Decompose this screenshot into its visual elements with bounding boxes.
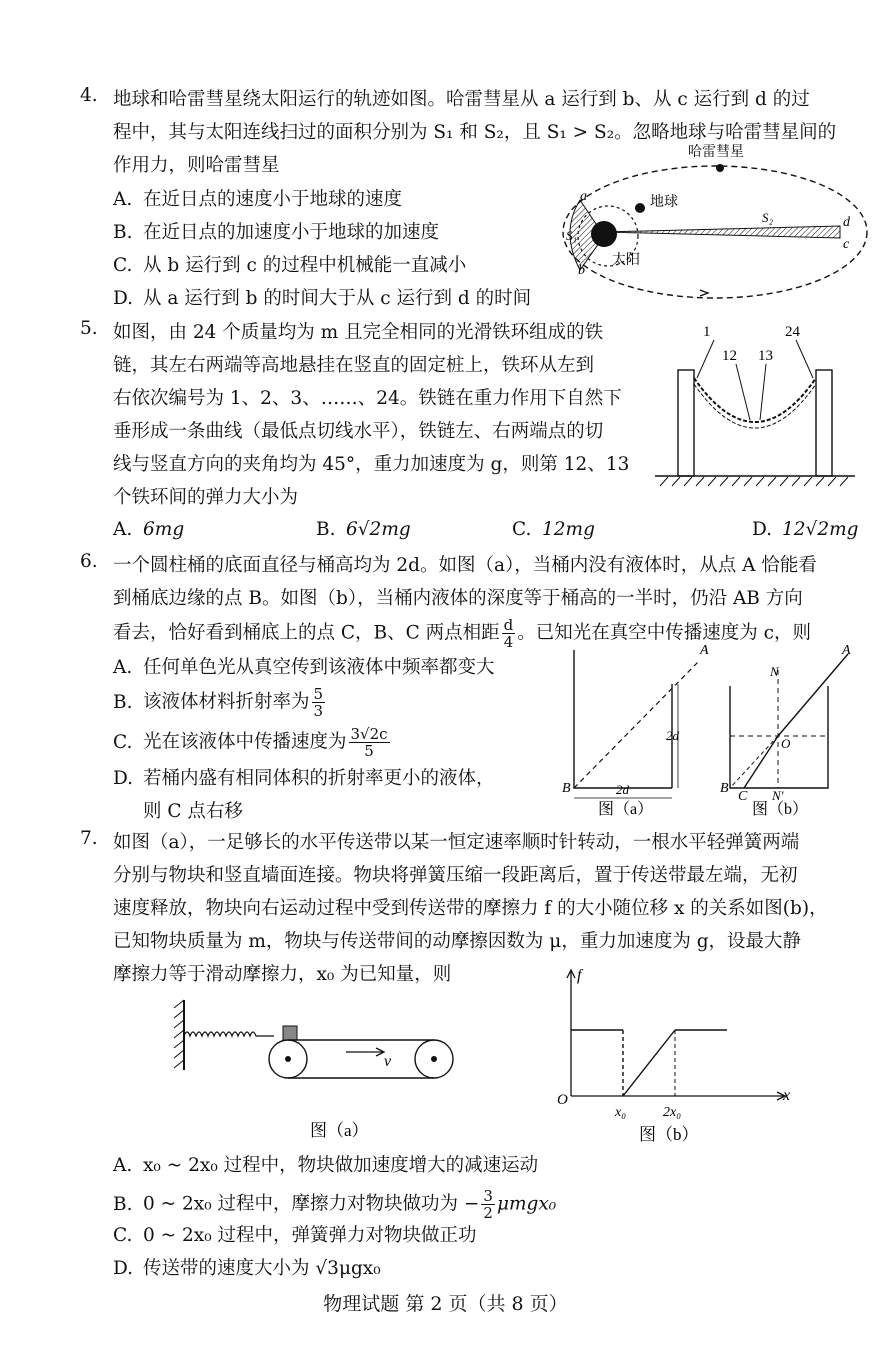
fraction-d-over-4 [502, 617, 516, 650]
option-text: 光在该液体中传播速度为 [143, 731, 347, 753]
option-text: x₀ ~ 2x₀ 过程中，物块做加速度增大的减速运动 [143, 1155, 539, 1176]
option-label: D. [113, 768, 134, 789]
label-s1: S₁ [566, 228, 578, 243]
comet-icon [716, 164, 724, 172]
option-text: 任何单色光从真空传到该液体中频率都变大 [143, 657, 495, 678]
option-label: D. [113, 288, 134, 309]
q6-stem-line3-part1: 看去，恰好看到桶底上的点 C，B、C 两点相距 [113, 622, 500, 644]
label-origin: O [557, 1092, 568, 1108]
bucket-a [574, 650, 672, 788]
q6-bucket-figures [560, 640, 860, 820]
caption-a: 图（a） [310, 1121, 369, 1140]
label-1: 1 [703, 324, 711, 340]
label-sun: 太阳 [612, 253, 640, 268]
pointer-24 [796, 340, 813, 378]
option-label: D. [113, 1258, 134, 1279]
label-f: f [577, 967, 582, 984]
label-b: b [578, 263, 585, 278]
label-O: O [781, 736, 791, 751]
fraction-speed [349, 726, 390, 759]
q4-stem-line1: 地球和哈雷彗星绕太阳运行的轨迹如图。哈雷彗星从 a 运行到 b、从 c 运行到 d 的过 [113, 89, 810, 110]
label-s2: S₂ [762, 210, 774, 225]
option-text: 12mg [542, 519, 595, 540]
option-text: 从 a 运行到 b 的时间大于从 c 运行到 d 的时间 [143, 288, 532, 309]
fraction-3-over-2 [481, 1188, 495, 1221]
q6-option-b[interactable] [113, 686, 327, 719]
option-label: B. [113, 691, 133, 713]
label-c: c [843, 237, 850, 252]
q4-orbit-figure [540, 140, 870, 310]
q4-option-c[interactable] [113, 251, 466, 277]
option-label: C. [113, 731, 133, 753]
frac-num: 3√2c [350, 725, 388, 743]
page-footer: 物理试题 第 2 页（共 8 页） [323, 1293, 568, 1315]
option-label: D. [752, 519, 773, 540]
spring [184, 1032, 274, 1036]
q7-stem-line1: 如图（a），一足够长的水平传送带以某一恒定速率顺时针转动，一根水平轻弹簧两端 [113, 832, 800, 853]
block [283, 1026, 297, 1040]
q5-chain-figure [650, 320, 860, 490]
label-a: a [580, 189, 587, 204]
frac-num: 5 [313, 685, 324, 703]
option-label: A. [113, 189, 133, 210]
q6-option-a[interactable] [113, 653, 495, 679]
ray-below [744, 736, 778, 788]
label-2d-v: 2d [666, 728, 679, 743]
right-post [816, 370, 832, 476]
label-12: 12 [722, 348, 737, 364]
q5-stem-line6: 个铁环间的弹力大小为 [113, 487, 299, 508]
q7-conveyor-figure [170, 990, 470, 1145]
label-B-b: B [720, 781, 729, 796]
earth-icon [635, 203, 645, 213]
q6-option-d-line2: 则 C 点右移 [143, 801, 243, 822]
pointer-1 [697, 340, 714, 378]
q6-stem-line3-part2: 。已知光在真空中传播速度为 c，则 [517, 622, 812, 644]
option-text: 传送带的速度大小为 √3μgx₀ [143, 1258, 381, 1279]
label-N-prime: N' [772, 788, 784, 803]
orbit-arrow-icon [700, 290, 708, 296]
pointer-13 [760, 364, 766, 420]
caption-a: 图（a） [598, 801, 654, 818]
label-comet: 哈雷彗星 [688, 145, 744, 160]
sight-line-a [574, 660, 700, 788]
q4-option-a[interactable] [113, 185, 402, 211]
q7-stem-line5: 摩擦力等于滑动摩擦力，x₀ 为已知量，则 [113, 964, 452, 985]
option-text: 从 b 运行到 c 的过程中机械能一直减小 [143, 255, 467, 276]
option-label: A. [113, 657, 133, 678]
label-earth: 地球 [650, 195, 678, 210]
fraction-5-over-3 [312, 686, 326, 719]
q7-option-b[interactable] [113, 1188, 556, 1221]
frac-num: d [503, 616, 514, 634]
option-text: 若桶内盛有相同体积的折射率更小的液体， [143, 768, 495, 789]
frac-den: 2 [483, 1204, 493, 1222]
label-B-a: B [562, 781, 571, 796]
frac-den: 3 [313, 702, 324, 720]
label-24: 24 [785, 324, 800, 340]
q4-stem-line2: 程中，其与太阳连线扫过的面积分别为 S₁ 和 S₂，且 S₁ > S₂。忽略地球与哈雷彗星间的 [113, 122, 837, 143]
q7-option-c[interactable] [113, 1221, 477, 1247]
friction-segment [623, 1030, 675, 1096]
q6-stem-line2: 到桶底边缘的点 B。如图（b），当桶内液体的深度等于桶高的一半时，仍沿 AB 方向 [113, 588, 803, 609]
q7-option-d[interactable] [113, 1254, 381, 1280]
q5-stem-line5: 线与竖直方向的夹角均为 45°，重力加速度为 g，则第 12、13 [113, 454, 630, 475]
option-text-tail: μmgx₀ [496, 1193, 557, 1215]
frac-num: 3 [483, 1187, 493, 1205]
tick-x0: x₀ [615, 1105, 627, 1120]
q5-option-a[interactable] [113, 519, 184, 540]
q7-stem-line4: 已知物块质量为 m，物块与传送带间的动摩擦因数为 μ，重力加速度为 g，设最大静 [113, 931, 802, 952]
option-label: A. [113, 519, 133, 540]
option-label: A. [113, 1155, 133, 1176]
q5-option-d[interactable] [752, 519, 858, 540]
q7-friction-chart [555, 960, 805, 1145]
option-label: B. [316, 519, 336, 540]
q5-stem-line3: 右依次编号为 1、2、3、……、24。铁链在重力作用下自然下 [113, 388, 622, 409]
option-text: 在近日点的加速度小于地球的加速度 [143, 222, 440, 243]
q5-number: 5. [80, 318, 98, 339]
q6-number: 6. [80, 551, 98, 572]
option-label: C. [512, 519, 532, 540]
q7-number: 7. [80, 828, 98, 849]
pointer-12 [736, 364, 750, 420]
q4-stem-line3: 作用力，则哈雷彗星 [113, 155, 280, 176]
option-label: C. [113, 255, 133, 276]
option-text: 0 ~ 2x₀ 过程中，弹簧弹力对物块做正功 [143, 1225, 477, 1246]
option-label: C. [113, 1225, 133, 1246]
label-d: d [843, 215, 850, 230]
option-label: B. [113, 222, 133, 243]
option-text: 6√2mg [346, 519, 411, 540]
option-text: 在近日点的速度小于地球的速度 [143, 189, 403, 210]
left-post [678, 370, 694, 476]
tick-2x0: 2x₀ [663, 1105, 682, 1120]
chain [694, 378, 816, 422]
q5-option-b[interactable] [316, 519, 411, 540]
label-v: v [384, 1053, 392, 1070]
frac-den: 5 [364, 742, 374, 760]
q4-number: 4. [80, 85, 98, 106]
frac-den: 4 [503, 633, 514, 651]
friction-series [571, 1030, 727, 1096]
ray-above [778, 654, 848, 736]
q4-option-b[interactable] [113, 218, 439, 244]
ray-original [730, 736, 778, 788]
sun-icon [591, 221, 617, 247]
q5-stem-line4: 垂形成一条曲线（最低点切线水平），铁链左、右两端点的切 [113, 421, 604, 442]
q6-option-c[interactable] [113, 726, 392, 759]
label-C: C [738, 789, 748, 804]
q6-option-d[interactable] [113, 764, 495, 790]
q5-stem-line1: 如图，由 24 个质量均为 m 且完全相同的光滑铁环组成的铁 [113, 322, 604, 343]
caption-b: 图（b） [639, 1125, 699, 1144]
label-N: N [770, 664, 779, 679]
option-text: 该液体材料折射率为 [143, 691, 310, 713]
label-A-b: A [842, 643, 851, 658]
q5-option-c[interactable] [512, 519, 595, 540]
q7-stem-line2: 分别与物块和竖直墙面连接。物块将弹簧压缩一段距离后，置于传送带最左端，无初 [113, 865, 798, 886]
option-text: 6mg [143, 519, 185, 540]
label-x: x [783, 1087, 791, 1104]
q4-option-d[interactable] [113, 284, 531, 310]
q5-stem-line2: 链，其左右两端等高地悬挂在竖直的固定桩上，铁环从左到 [113, 355, 595, 376]
q6-stem-line1: 一个圆柱桶的底面直径与桶高均为 2d。如图（a），当桶内没有液体时，从点 A 恰能看 [113, 555, 817, 576]
area-s2 [604, 226, 840, 238]
label-13: 13 [758, 348, 773, 364]
q7-option-a[interactable] [113, 1151, 538, 1177]
option-label: B. [113, 1193, 133, 1215]
label-A-a: A [700, 643, 709, 658]
caption-b: 图（b） [752, 801, 809, 818]
label-2d-h: 2d [616, 782, 629, 797]
q7-stem-line3: 速度释放，物块向右运动过程中受到传送带的摩擦力 f 的大小随位移 x 的关系如图(b)， [113, 898, 828, 919]
option-text: 12√2mg [782, 519, 859, 540]
option-text: 0 ~ 2x₀ 过程中，摩擦力对物块做功为 − [143, 1193, 480, 1215]
